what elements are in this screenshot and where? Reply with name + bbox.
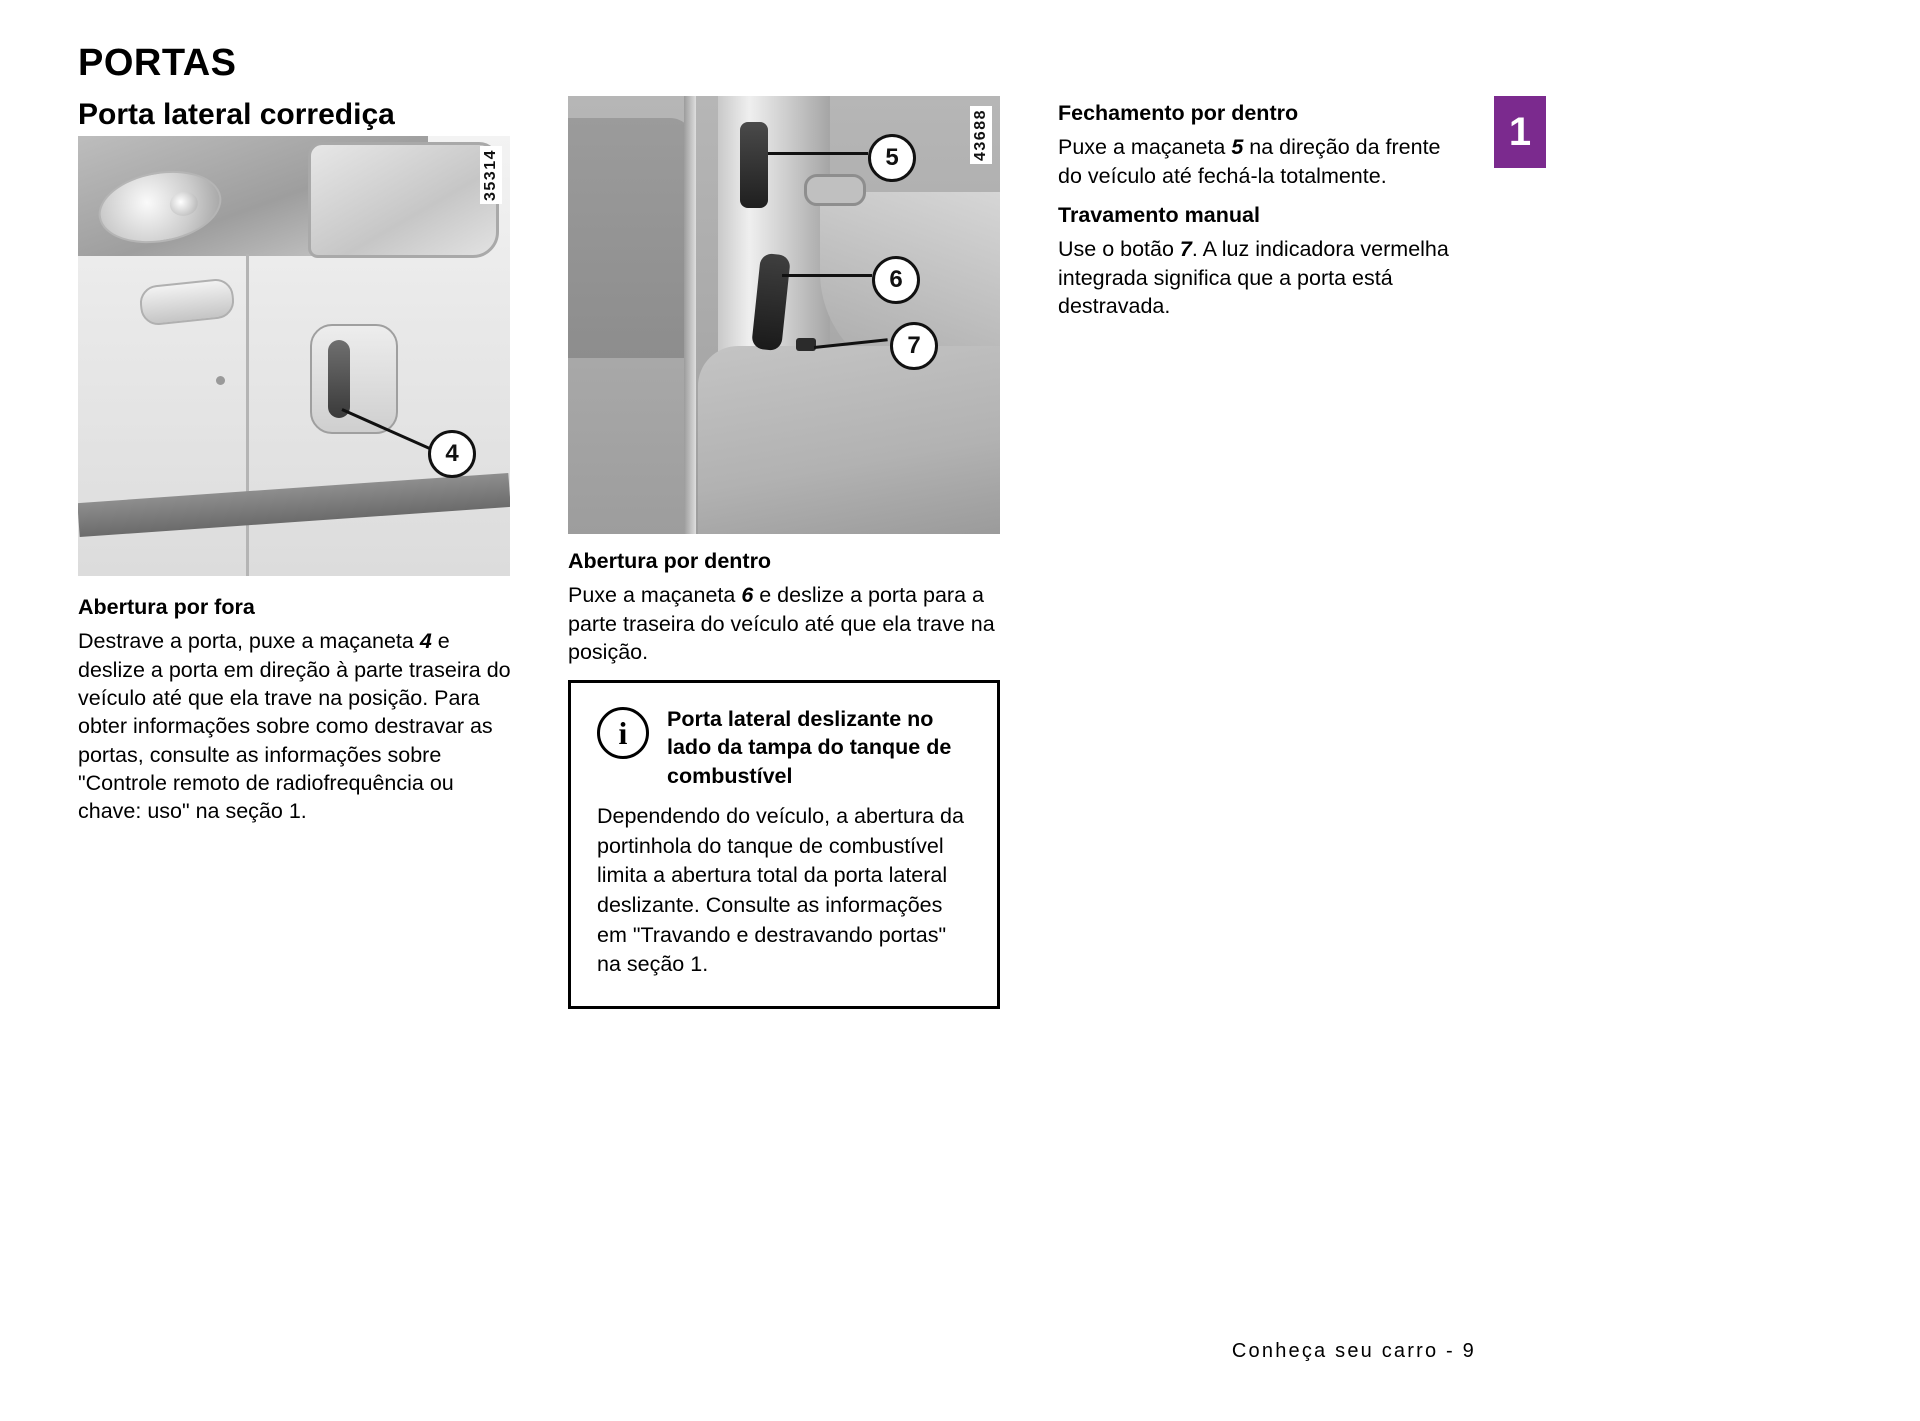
sliding-door-handle-grip — [328, 340, 350, 418]
door-seam-line — [246, 254, 249, 576]
section-tab-number: 1 — [1508, 110, 1532, 154]
window-glass-rear — [308, 142, 499, 258]
figure-exterior-sliding-door — [78, 136, 510, 576]
door-sill — [78, 473, 510, 537]
middle-column — [568, 548, 1000, 682]
lower-door-panel — [698, 346, 1000, 534]
heading-abertura-por-dentro: Abertura por dentro — [568, 549, 772, 573]
paragraph-travamento-manual: Use o botão 7. A luz indicadora vermelha integrada significa que a porta está destravada. — [1058, 237, 1449, 318]
callout-marker-6: 6 — [872, 256, 920, 304]
seat-back — [568, 118, 694, 358]
info-box-body: Dependendo do veículo, a abertura da portinhola do tanque de combustível limita a abertura total da porta lateral deslizante. Consulte as informações em "Travando e destravando portas" na seção 1. — [597, 804, 964, 977]
heading-fechamento-por-dentro: Fechamento por dentro — [1058, 101, 1299, 125]
interior-closing-handle-5 — [740, 122, 768, 208]
paragraph-fechamento-por-dentro: Puxe a maçaneta 5 na direção da frente do veículo até fechá-la totalmente. — [1058, 135, 1441, 188]
paragraph-abertura-por-dentro: Puxe a maçaneta 6 e deslize a porta para a parte traseira do veículo até que ela trave na posição. — [568, 583, 995, 664]
inline-callout-number: 4 — [419, 629, 432, 654]
right-column — [1058, 100, 1458, 336]
info-icon: i — [597, 707, 649, 759]
page-title: PORTAS — [78, 42, 237, 84]
figure-reference-number: 35314 — [480, 146, 502, 204]
info-box-title: Porta lateral deslizante no lado da tampa do tanque de combustível — [667, 707, 952, 788]
left-column — [78, 594, 518, 842]
callout-marker-4: 4 — [428, 430, 476, 478]
heading-travamento-manual: Travamento manual — [1058, 202, 1260, 227]
manual-lock-button-7 — [796, 338, 816, 351]
front-door-handle — [138, 277, 236, 327]
callout-leader-line-5 — [768, 152, 868, 155]
inline-callout-number: 5 — [1231, 135, 1244, 160]
door-striker — [804, 174, 866, 206]
info-box — [568, 680, 1000, 1009]
info-box-header — [597, 705, 971, 790]
callout-marker-7: 7 — [890, 322, 938, 370]
heading-abertura-por-fora: Abertura por fora — [78, 595, 255, 619]
pillar-edge — [684, 96, 696, 534]
figure-reference-number: 43688 — [970, 106, 992, 164]
keyhole — [216, 376, 225, 385]
callout-leader-line-6 — [782, 274, 872, 277]
callout-marker-5: 5 — [868, 134, 916, 182]
figure-interior-b-pillar — [568, 96, 1000, 534]
page-subtitle: Porta lateral corrediça — [78, 98, 395, 131]
inline-callout-number: 6 — [741, 583, 754, 608]
sliding-door-handle-recess — [310, 324, 398, 434]
paragraph-abertura-por-fora: Destrave a porta, puxe a maçaneta 4 e deslize a porta em direção à parte traseira do veículo até que ela trave na posição. Para obter informações sobre como destravar as portas, consulte as informações sobre "Controle remoto de radiofrequência ou chave: uso" na seção 1. — [78, 629, 511, 824]
section-tab — [1494, 96, 1546, 168]
page-footer: Conheça seu carro - 9 — [1231, 1340, 1476, 1362]
inline-callout-number: 7 — [1179, 237, 1192, 262]
